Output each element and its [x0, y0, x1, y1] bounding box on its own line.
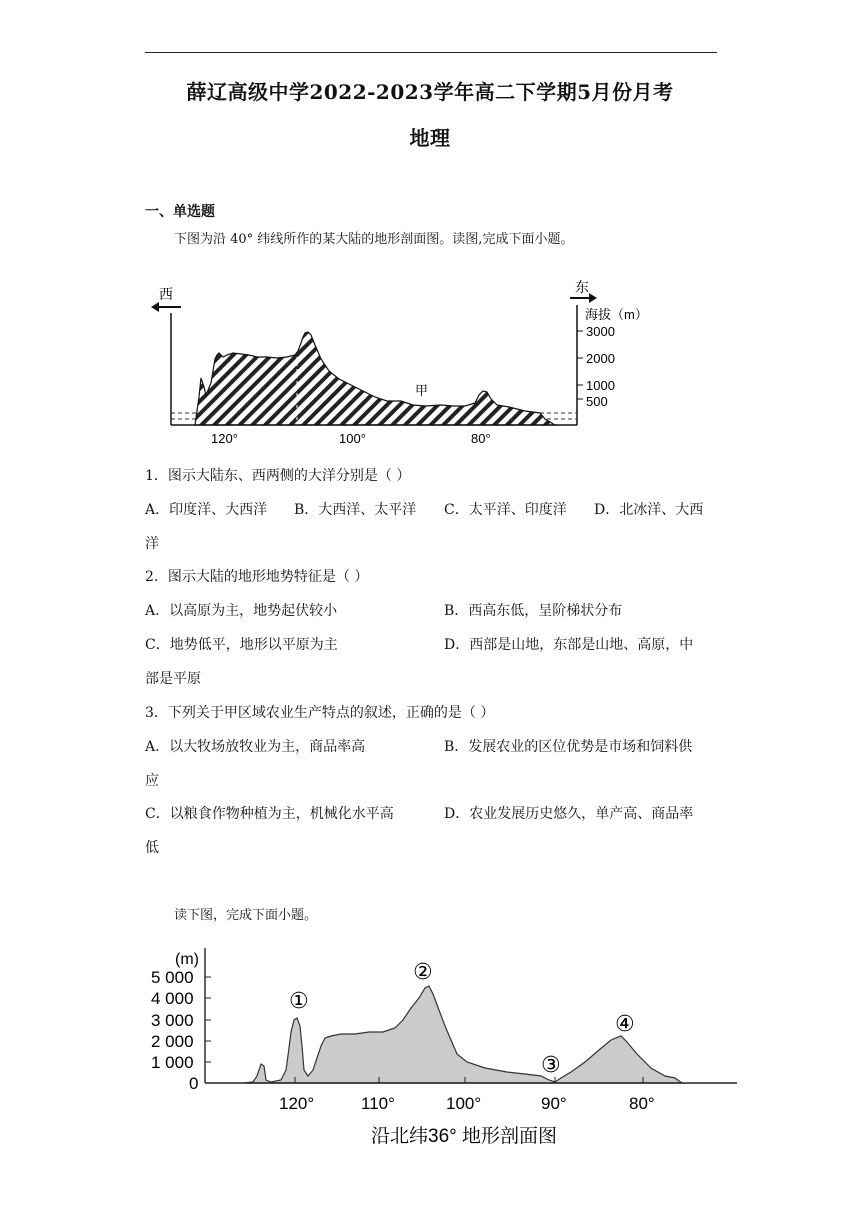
region-label: 甲	[415, 383, 429, 398]
subject-title: 地理	[409, 126, 451, 150]
question-3-option-c[interactable]: C．以粮食作物种植为主，机械化水平高	[145, 806, 394, 822]
west-label: 西	[159, 286, 173, 302]
x-tick: 100°	[446, 1094, 482, 1113]
question-1-option-d[interactable]: D．北冰洋、大西	[594, 502, 704, 518]
unit-label: (m)	[175, 951, 199, 968]
question-3-option-b[interactable]: B．发展农业的区位优势是市场和饲料供	[444, 739, 693, 755]
question-2-stem: 2．图示大陆的地形地势特征是（ ）	[145, 569, 369, 585]
peak-marker-3: ③	[541, 1052, 561, 1077]
peak-marker-4: ④	[615, 1011, 635, 1036]
y-tick: 1000	[586, 378, 615, 393]
question-3-option-d[interactable]: D．农业发展历史悠久，单产高、商品率	[444, 806, 694, 822]
east-arrow-icon	[589, 293, 597, 303]
landmass-profile	[195, 332, 555, 425]
x-tick: 120°	[279, 1094, 315, 1113]
y-tick: 5 000	[151, 968, 194, 987]
question-3-option-b-cont: 应	[145, 773, 159, 789]
west-arrow-icon	[151, 302, 159, 312]
y-tick: 3000	[586, 324, 615, 339]
question-2-option-c[interactable]: C．地势低平，地形以平原为主	[145, 637, 338, 653]
section-heading: 一、单选题	[145, 204, 215, 220]
y-tick: 1 000	[151, 1053, 194, 1072]
terrain-profile-figure-1	[145, 275, 648, 455]
x-tick: 80°	[629, 1094, 655, 1113]
east-label: 东	[575, 279, 589, 295]
intro-paragraph-2: 读下图，完成下面小题。	[174, 908, 318, 923]
y-tick: 3 000	[151, 1011, 194, 1030]
question-1-option-a[interactable]: A．印度洋、大西洋	[145, 502, 268, 518]
question-1-option-d-cont: 洋	[145, 536, 159, 552]
x-tick: 110°	[361, 1094, 395, 1113]
question-3-stem: 3．下列关于甲区域农业生产特点的叙述，正确的是（ ）	[145, 705, 495, 721]
header-rule	[145, 52, 717, 53]
question-1-option-c[interactable]: C．太平洋、印度洋	[444, 502, 567, 518]
y-tick: 500	[586, 394, 608, 409]
question-3-option-a[interactable]: A．以大牧场放牧业为主，商品率高	[145, 739, 366, 755]
x-tick: 80°	[471, 431, 491, 446]
question-1-stem: 1．图示大陆东、西两侧的大洋分别是（ ）	[145, 468, 411, 484]
x-tick: 120°	[211, 431, 238, 446]
question-2-option-b[interactable]: B．西高东低，呈阶梯状分布	[444, 603, 623, 619]
intro-paragraph-1: 下图为沿 40° 纬线所作的某大陆的地形剖面图。读图,完成下面小题。	[174, 232, 574, 247]
x-tick: 90°	[541, 1094, 567, 1113]
question-1-option-b[interactable]: B．大西洋、太平洋	[294, 502, 417, 518]
question-2-option-a[interactable]: A．以高原为主，地势起伏较小	[145, 603, 338, 619]
y-tick: 2000	[586, 351, 615, 366]
question-2-option-d[interactable]: D．西部是山地，东部是山地、高原，中	[444, 637, 694, 653]
figure-2-caption: 沿北纬36° 地形剖面图	[371, 1126, 558, 1147]
terrain-profile-figure-2	[145, 942, 745, 1157]
axis-title: 海拔（m）	[585, 307, 648, 322]
y-tick: 2 000	[151, 1032, 194, 1051]
peak-marker-2: ②	[413, 959, 433, 984]
peak-marker-1: ①	[289, 988, 309, 1013]
page-title: 薛辽高级中学2022-2023学年高二下学期5月份月考	[186, 80, 674, 104]
question-3-option-d-cont: 低	[145, 840, 159, 856]
x-tick: 100°	[339, 431, 366, 446]
y-tick: 4 000	[151, 989, 194, 1008]
question-2-option-d-cont: 部是平原	[145, 671, 201, 687]
y-tick: 0	[189, 1074, 199, 1093]
